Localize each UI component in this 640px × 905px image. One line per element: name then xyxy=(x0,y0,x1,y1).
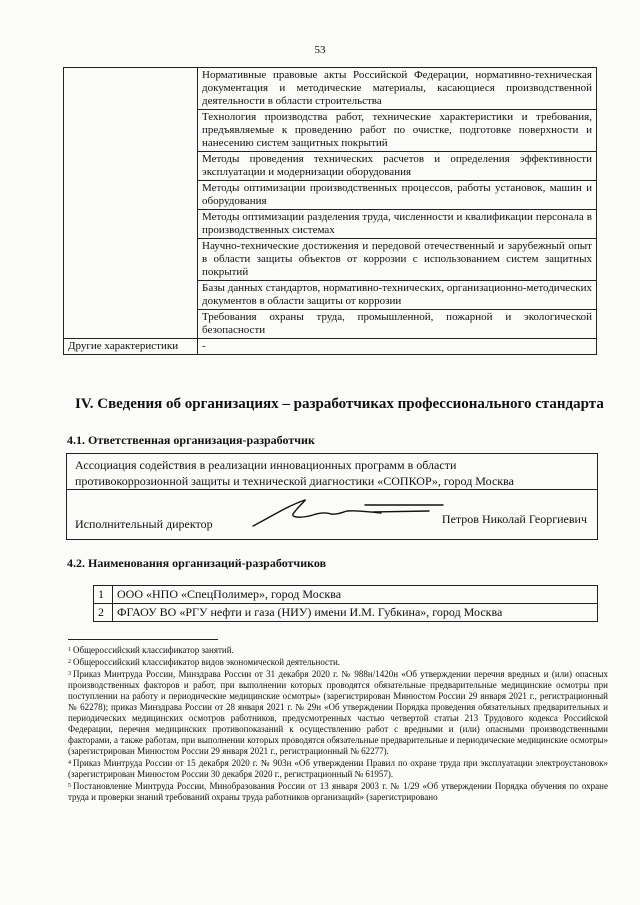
other-characteristics-label: Другие характеристики xyxy=(64,339,198,355)
signature-image xyxy=(247,496,457,532)
responsible-org-box xyxy=(66,453,598,540)
other-characteristics-value: - xyxy=(198,339,597,355)
developer-number: 1 xyxy=(94,586,113,604)
knowledge-item: Методы оптимизации разделения труда, численности и квалификации персонала в производственных системах xyxy=(198,210,597,239)
footnote-rule xyxy=(68,639,218,640)
table-cell-empty xyxy=(64,68,198,339)
developer-name: ФГАОУ ВО «РГУ нефти и газа (НИУ) имени И.М. Губкина», город Москва xyxy=(113,604,598,622)
footnote: $^4$ Приказ Минтруда России от 15 декабря 2020 г. № 903н «Об утверждении Правил по охране труда при эксплуатации электроустановок» (зарегистрирован Минюстом России 30 декабря 2020 г., регистрационный № 61957). xyxy=(68,758,608,779)
footnotes xyxy=(68,645,608,804)
director-name: Петров Николай Георгиевич xyxy=(441,512,587,526)
subsection-title-responsible: 4.1. Ответственная организация-разработчик xyxy=(67,433,315,447)
knowledge-item: Технология производства работ, технические характеристики и требования, предъявляемые к проведению работ по очистке, подготовке поверхности и нанесению систем защитных покрытий xyxy=(198,110,597,152)
footnote: $^5$ Постановление Минтруда России, Минобразования России от 13 января 2003 г. № 1/29 «Об утверждении Порядка обучения по охране труда и проверки знаний требований охраны труда работников организаций» (зарегистрировано xyxy=(68,781,608,802)
org-name-line: противокоррозионной защиты и технической диагностики «СОПКОР», город Москва xyxy=(75,474,514,488)
divider xyxy=(67,489,597,490)
footnote: $^1$ Общероссийский классификатор занятий. xyxy=(68,645,234,655)
developer-number: 2 xyxy=(94,604,113,622)
footnote: $^2$ Общероссийский классификатор видов экономической деятельности. xyxy=(68,657,341,667)
director-title: Исполнительный директор xyxy=(75,517,213,531)
knowledge-table xyxy=(63,67,597,355)
page-number: 53 xyxy=(314,44,326,56)
knowledge-item: Нормативные правовые акты Российской Федерации, нормативно-техническая документация и методические материалы, касающиеся производственной деятельности в области строительства xyxy=(198,68,597,110)
developer-name: ООО «НПО «СпецПолимер», город Москва xyxy=(113,586,598,604)
subsection-title-developers: 4.2. Наименования организаций-разработчиков xyxy=(67,556,327,570)
knowledge-item: Научно-технические достижения и передовой отечественный и зарубежный опыт в области защиты объектов от коррозии с использованием систем защитных покрытий xyxy=(198,239,597,281)
footnote: $^3$ Приказ Минтруда России, Минздрава России от 31 декабря 2020 г. № 988н/1420н «Об утверждении перечня вредных и (или) опасных производственных факторов и работ, при выполнении которых проводятся обязательные предварительные медицинские осмотры при поступлении на работу и периодические медицинские осмотры» (зарегистрирован Минюстом России 29 января 2021 г., регистрационный № 62278); приказ Минздрава России от 28 января 2021 г. № 29н «Об утверждении Порядка проведения обязательных предварительных и периодических медицинских осмотров работников, предусмотренных частью четвертой статьи 213 Трудового кодекса Российской Федерации, перечня медицинских противопоказаний к осуществлению работ с вредными и (или) опасными производственными факторами, а также работам, при выполнении которых проводятся обязательные предварительные и периодические медицинские осмотры» (зарегистрирован Минюстом России 29 января 2021 г., регистрационный № 62277). xyxy=(68,669,608,756)
table-row xyxy=(64,68,597,110)
knowledge-item: Методы оптимизации производственных процессов, работы установок, машин и оборудования xyxy=(198,181,597,210)
table-row xyxy=(94,604,598,622)
knowledge-item: Базы данных стандартов, нормативно-технических, организационно-методических документов в области защиты от коррозии xyxy=(198,281,597,310)
org-name-line: Ассоциация содействия в реализации инновационных программ в области xyxy=(75,458,457,472)
developers-table xyxy=(93,585,598,622)
knowledge-item: Методы проведения технических расчетов и определения эффективности эксплуатации и модернизации оборудования xyxy=(198,152,597,181)
table-row xyxy=(64,339,597,355)
knowledge-item: Требования охраны труда, промышленной, пожарной и экологической безопасности xyxy=(198,310,597,339)
table-row xyxy=(94,586,598,604)
section-title: IV. Сведения об организациях – разработчиках профессионального стандарта xyxy=(75,396,604,412)
